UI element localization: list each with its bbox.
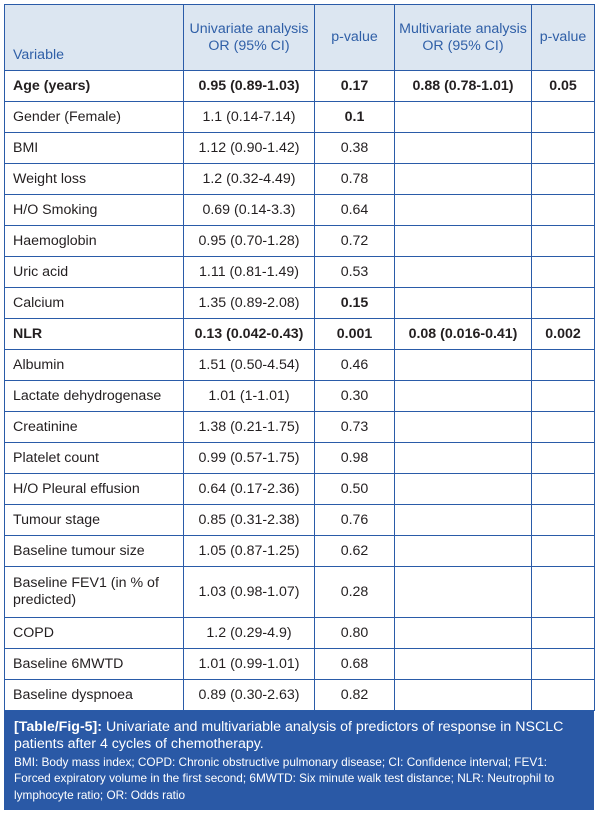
header-row [5,5,595,71]
caption-abbreviations: BMI: Body mass index; COPD: Chronic obstructive pulmonary disease; CI: Confidence interval; FEV1: Forced expiratory volume in the first second; 6MWTD: Six minute walk test distance; NLR: Neutrophil to lymphocyte ratio; OR: Odds ratio [14,755,555,802]
univariate-or-cell: 1.51 (0.50-4.54) [184,350,315,381]
multivariate-p-cell [532,381,595,412]
univariate-p-cell: 0.1 [315,102,395,133]
variable-cell: H/O Smoking [5,195,184,226]
univariate-or-cell: 0.64 (0.17-2.36) [184,474,315,505]
header-multivariate-or: Multivariate analysis OR (95% CI) [395,5,532,71]
univariate-p-cell: 0.98 [315,443,395,474]
results-table [4,4,595,711]
multivariate-or-cell [395,195,532,226]
multivariate-p-cell [532,257,595,288]
variable-cell: Haemoglobin [5,226,184,257]
multivariate-or-cell [395,412,532,443]
univariate-p-cell: 0.53 [315,257,395,288]
univariate-p-cell: 0.28 [315,567,395,618]
univariate-or-cell: 0.95 (0.70-1.28) [184,226,315,257]
multivariate-or-cell [395,133,532,164]
univariate-or-cell: 1.01 (0.99-1.01) [184,649,315,680]
multivariate-or-cell [395,102,532,133]
variable-cell: Baseline FEV1 (in % of predicted) [5,567,184,618]
table-row [5,412,595,443]
table-row [5,164,595,195]
univariate-p-cell: 0.76 [315,505,395,536]
multivariate-or-cell: 0.08 (0.016-0.41) [395,319,532,350]
univariate-p-cell: 0.68 [315,649,395,680]
multivariate-or-cell [395,680,532,711]
table-caption [4,711,594,810]
univariate-or-cell: 1.38 (0.21-1.75) [184,412,315,443]
variable-cell: Weight loss [5,164,184,195]
multivariate-or-cell [395,505,532,536]
multivariate-p-cell [532,536,595,567]
header-univariate-p: p-value [315,5,395,71]
univariate-p-cell: 0.001 [315,319,395,350]
multivariate-or-cell [395,474,532,505]
variable-cell: Platelet count [5,443,184,474]
variable-cell: Albumin [5,350,184,381]
multivariate-or-cell [395,567,532,618]
multivariate-or-cell [395,381,532,412]
table-row [5,102,595,133]
multivariate-or-cell [395,443,532,474]
multivariate-or-cell [395,164,532,195]
table-row [5,319,595,350]
multivariate-p-cell [532,164,595,195]
univariate-p-cell: 0.82 [315,680,395,711]
table-row [5,474,595,505]
variable-cell: H/O Pleural effusion [5,474,184,505]
multivariate-p-cell [532,474,595,505]
univariate-p-cell: 0.38 [315,133,395,164]
multivariate-p-cell [532,680,595,711]
univariate-or-cell: 0.69 (0.14-3.3) [184,195,315,226]
caption-tag: [Table/Fig-5]: [14,719,103,735]
table-row [5,195,595,226]
header-univariate-or: Univariate analysis OR (95% CI) [184,5,315,71]
table-row [5,536,595,567]
variable-cell: Tumour stage [5,505,184,536]
multivariate-p-cell [532,618,595,649]
table-row [5,350,595,381]
multivariate-or-cell: 0.88 (0.78-1.01) [395,71,532,102]
variable-cell: Baseline tumour size [5,536,184,567]
table-body [5,71,595,711]
multivariate-p-cell [532,350,595,381]
table-row [5,257,595,288]
variable-cell: Age (years) [5,71,184,102]
header-variable: Variable [5,5,184,71]
multivariate-p-cell [532,226,595,257]
caption-title [14,719,584,753]
univariate-p-cell: 0.64 [315,195,395,226]
univariate-or-cell: 0.13 (0.042-0.43) [184,319,315,350]
multivariate-or-cell [395,536,532,567]
variable-cell: Calcium [5,288,184,319]
univariate-p-cell: 0.17 [315,71,395,102]
multivariate-or-cell [395,618,532,649]
multivariate-p-cell [532,288,595,319]
univariate-p-cell: 0.15 [315,288,395,319]
caption-text: Univariate and multivariable analysis of predictors of response in NSCLC patients after 4 cycles of chemotherapy. [14,719,564,752]
univariate-p-cell: 0.46 [315,350,395,381]
multivariate-or-cell [395,226,532,257]
univariate-p-cell: 0.78 [315,164,395,195]
table-row [5,381,595,412]
multivariate-p-cell [532,133,595,164]
multivariate-p-cell [532,412,595,443]
multivariate-or-cell [395,649,532,680]
variable-cell: Uric acid [5,257,184,288]
table-row [5,71,595,102]
univariate-or-cell: 1.1 (0.14-7.14) [184,102,315,133]
table-row [5,680,595,711]
table-row [5,133,595,164]
variable-cell: COPD [5,618,184,649]
variable-cell: Gender (Female) [5,102,184,133]
variable-cell: NLR [5,319,184,350]
table-row [5,505,595,536]
univariate-or-cell: 1.2 (0.32-4.49) [184,164,315,195]
univariate-p-cell: 0.62 [315,536,395,567]
variable-cell: BMI [5,133,184,164]
univariate-or-cell: 1.05 (0.87-1.25) [184,536,315,567]
univariate-or-cell: 1.11 (0.81-1.49) [184,257,315,288]
multivariate-p-cell [532,195,595,226]
multivariate-p-cell [532,649,595,680]
univariate-p-cell: 0.73 [315,412,395,443]
multivariate-or-cell [395,257,532,288]
univariate-or-cell: 0.85 (0.31-2.38) [184,505,315,536]
table-row [5,567,595,618]
variable-cell: Baseline dyspnoea [5,680,184,711]
univariate-p-cell: 0.80 [315,618,395,649]
table-row [5,226,595,257]
multivariate-p-cell: 0.002 [532,319,595,350]
univariate-p-cell: 0.72 [315,226,395,257]
univariate-p-cell: 0.30 [315,381,395,412]
variable-cell: Creatinine [5,412,184,443]
table-row [5,443,595,474]
univariate-or-cell: 0.95 (0.89-1.03) [184,71,315,102]
univariate-or-cell: 1.35 (0.89-2.08) [184,288,315,319]
multivariate-p-cell [532,567,595,618]
variable-cell: Baseline 6MWTD [5,649,184,680]
multivariate-p-cell [532,102,595,133]
univariate-or-cell: 1.2 (0.29-4.9) [184,618,315,649]
table-row [5,288,595,319]
univariate-or-cell: 1.12 (0.90-1.42) [184,133,315,164]
univariate-or-cell: 0.89 (0.30-2.63) [184,680,315,711]
univariate-p-cell: 0.50 [315,474,395,505]
univariate-or-cell: 1.03 (0.98-1.07) [184,567,315,618]
variable-cell: Lactate dehydrogenase [5,381,184,412]
multivariate-or-cell [395,288,532,319]
multivariate-or-cell [395,350,532,381]
header-multivariate-p: p-value [532,5,595,71]
univariate-or-cell: 1.01 (1-1.01) [184,381,315,412]
multivariate-p-cell: 0.05 [532,71,595,102]
table-row [5,649,595,680]
figure-container [4,4,594,810]
univariate-or-cell: 0.99 (0.57-1.75) [184,443,315,474]
table-row [5,618,595,649]
multivariate-p-cell [532,505,595,536]
multivariate-p-cell [532,443,595,474]
